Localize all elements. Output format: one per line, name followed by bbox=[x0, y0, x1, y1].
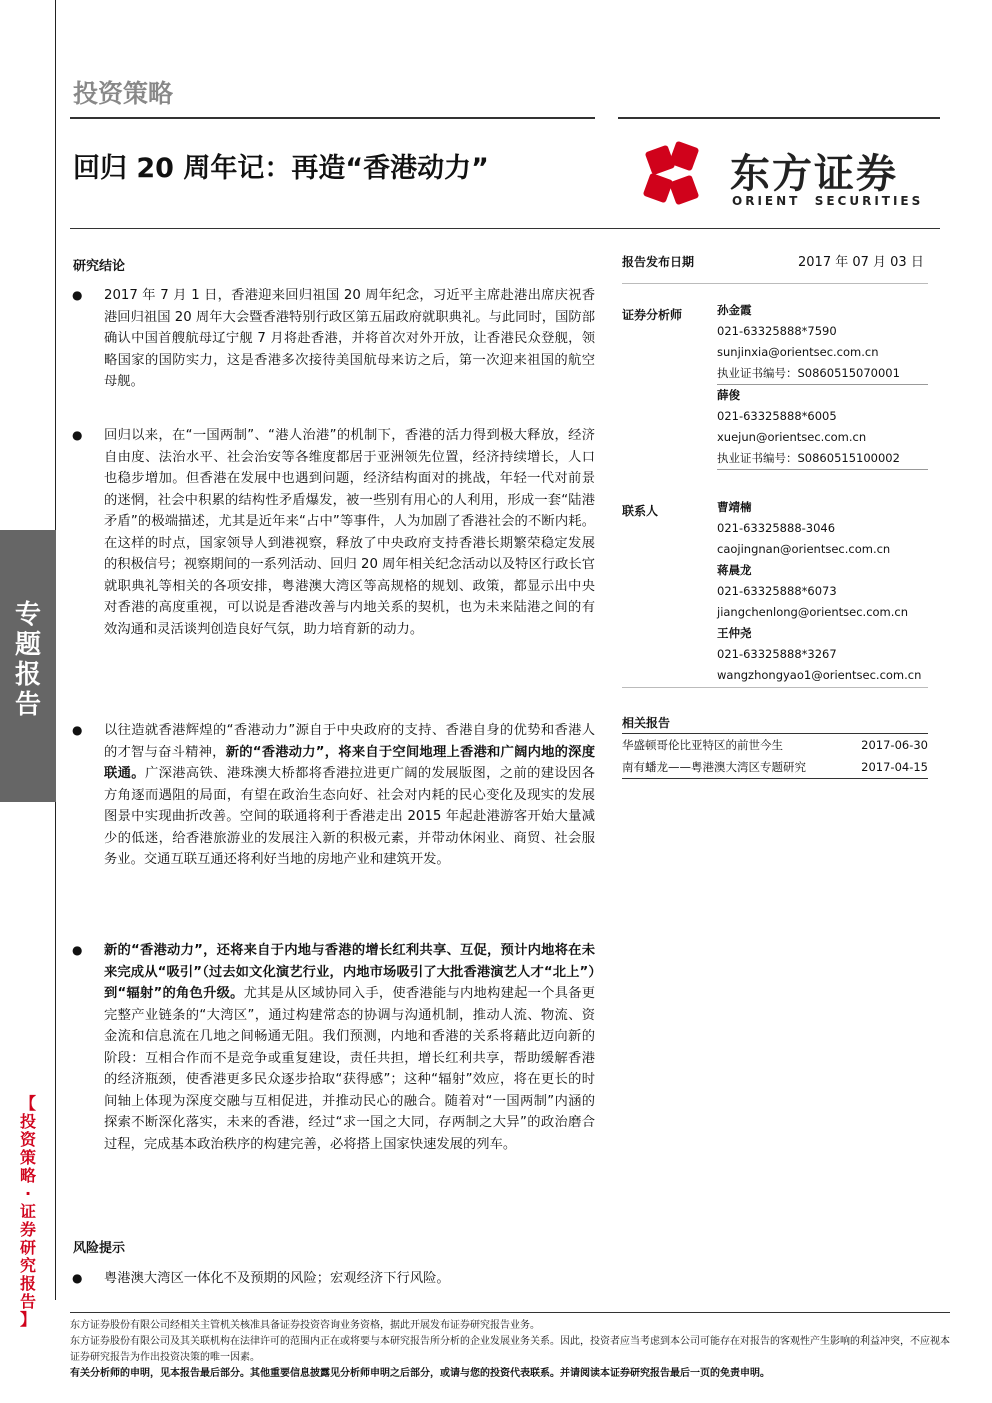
research-heading: 研究结论 bbox=[73, 259, 126, 274]
divider bbox=[622, 687, 928, 688]
text-run: 广深港高铁、港珠澳大桥都将香港拉进更广阔的发展版图，之前的建设因各方角逐而遇阻的局面，有望在政治生态向好、社会对内耗的民心变化及现实的发展图景中实现曲折改善。空间的联通将利于香港走出 2015 年起赴港游客开始大量减少的低迷，给香港旅游业的发展注入新的积极元素，并带动休闲业、商贸、社会服务业。交通互联互通还将利好当地的房地产业和建筑开发。 bbox=[104, 766, 596, 867]
related-rule bbox=[622, 778, 928, 779]
related-report-title[interactable]: 南有蟠龙——粤港澳大湾区专题研究 bbox=[622, 760, 806, 774]
footer-rule bbox=[70, 1312, 950, 1313]
sidebar-vertical-char: 究 bbox=[19, 1256, 36, 1275]
analyst-phone: 021-63325888*7590 bbox=[717, 324, 837, 338]
bullet-paragraph-4 bbox=[70, 940, 595, 1155]
contact-phone: 021-63325888*3267 bbox=[717, 647, 837, 661]
sidebar-label bbox=[0, 600, 56, 720]
footer-line: 东方证券股份有限公司经相关主管机关核准具备证券投资咨询业务资格，据此开展发布证券研究报告业务。 bbox=[70, 1320, 540, 1331]
sidebar-vertical-text bbox=[0, 1095, 56, 1329]
analyst-name: 孙金霞 bbox=[717, 303, 752, 317]
text-run: 以往造就香港辉煌的“香港动力”源自于中央政府的支持、香港自身的优势和香港人的才智与奋斗精神， bbox=[104, 723, 595, 760]
risk-text: 粤港澳大湾区一体化不及预期的风险；宏观经济下行风险。 bbox=[104, 1271, 450, 1286]
contacts-block bbox=[717, 497, 928, 686]
sidebar-label-char: 告 bbox=[14, 690, 41, 720]
analyst-phone: 021-63325888*6005 bbox=[717, 409, 837, 423]
analyst-name: 薛俊 bbox=[717, 388, 740, 402]
page-title: 回归 20 周年记：再造“香港动力” bbox=[73, 153, 489, 184]
company-logo bbox=[638, 140, 928, 210]
contact-name: 王仲尧 bbox=[717, 626, 752, 640]
text-run-bold: 新的“香港动力”，还将来自于内地与香港的增长红利共享、互促，预计内地将在未来完成从“吸引”（过去如文化演艺行业，内地市场吸引了大批香港演艺人才“北上”）到“辐射”的角色升级。 bbox=[104, 943, 595, 1001]
sidebar-vertical-char: 投 bbox=[19, 1112, 36, 1131]
header-rule-left bbox=[70, 117, 595, 119]
bullet-paragraph-3 bbox=[70, 720, 595, 871]
footer-line: 东方证券股份有限公司及其关联机构在法律许可的范围内正在或将要与本研究报告所分析的企业发展业务关系。因此，投资者应当考虑到本公司可能存在对报告的客观性产生影响的利益冲突，不应视本证券研究报告为作出投资决策的唯一因素。 bbox=[70, 1336, 950, 1363]
sidebar-label-char: 专 bbox=[14, 600, 41, 630]
bullet-text bbox=[70, 940, 595, 1155]
sidebar-vertical-char: 】 bbox=[19, 1310, 36, 1329]
risk-paragraph bbox=[70, 1268, 595, 1290]
logo-cn-text: 东方证券 bbox=[730, 151, 898, 197]
related-reports-label: 相关报告 bbox=[622, 716, 671, 730]
sidebar-vertical-char: 资 bbox=[19, 1130, 36, 1149]
bullet-dot-icon: ● bbox=[72, 943, 83, 957]
related-rule bbox=[622, 733, 928, 734]
sidebar-vertical-char: · bbox=[24, 1184, 32, 1203]
bullet-text bbox=[70, 720, 595, 871]
report-category: 投资策略 bbox=[73, 79, 174, 108]
divider bbox=[622, 283, 928, 284]
contact-name: 蒋晨龙 bbox=[717, 563, 752, 577]
report-date-label: 报告发布日期 bbox=[622, 255, 695, 269]
contact-email[interactable]: jiangchenlong@orientsec.com.cn bbox=[717, 605, 909, 619]
contact-name: 曹靖楠 bbox=[717, 500, 752, 514]
related-report-row[interactable] bbox=[622, 757, 928, 778]
analyst-cert: 执业证书编号：S0860515070001 bbox=[717, 363, 928, 385]
sidebar-label-char: 报 bbox=[14, 660, 41, 690]
related-report-row[interactable] bbox=[622, 735, 928, 756]
bullet-text: 2017 年 7 月 1 日，香港迎来回归祖国 20 周年纪念，习近平主席赴港出席庆祝香港回归祖国 20 周年大会暨香港特别行政区第五届政府就职典礼。与此同时，国防部确认中国首艘航母辽宁舰 7 月将赴香港，并将首次对外开放，让香港民众登舰，领略国家的国防实力，这是香港多次接待美国航母来访之后，第一次迎来祖国的航空母舰。 bbox=[104, 288, 595, 389]
report-date: 2017 年 07 月 03 日 bbox=[798, 255, 924, 270]
sidebar-vertical-char: 研 bbox=[19, 1238, 36, 1257]
risk-heading: 风险提示 bbox=[73, 1241, 126, 1256]
footer-line-bold: 有关分析师的申明，见本报告最后部分。其他重要信息披露见分析师申明之后部分，或请与您的投资代表联系。并请阅读本证券研究报告最后一页的免责申明。 bbox=[70, 1368, 770, 1379]
bullet-dot-icon: ● bbox=[72, 1271, 83, 1285]
footer-disclaimer bbox=[70, 1318, 950, 1382]
sidebar-vertical-char: 策 bbox=[19, 1148, 36, 1167]
analyst-email[interactable]: sunjinxia@orientsec.com.cn bbox=[717, 345, 879, 359]
sidebar-vertical-char: 证 bbox=[19, 1202, 36, 1221]
contact-phone: 021-63325888-3046 bbox=[717, 521, 836, 535]
sidebar-label-char: 题 bbox=[14, 630, 41, 660]
bullet-text: 回归以来，在“一国两制”、“港人治港”的机制下，香港的活力得到极大释放，经济自由度、法治水平、社会治安等各维度都居于亚洲领先位置，经济持续增长，人口也稳步增加。但香港在发展中也遇到问题，经济结构面对的挑战，年轻一代对前景的迷惘，社会中积累的结构性矛盾爆发，被一些别有用心的人利用，形成一套“陆港矛盾”的极端描述，尤其是近年来“占中”等事件，人为加剧了香港社会的不断内耗。在这样的时点，国家领导人到港视察，释放了中央政府支持香港长期繁荣稳定发展的积极信号；视察期间的一系列活动、回归 20 周年相关纪念活动以及特区行政长官就职典礼等相关的各项安排，粤港澳大湾区等高规格的规划、政策，都显示出中央对香港的高度重视，可以说是香港改善与内地关系的契机，也为未来陆港之间的有效沟通和灵活谈判创造良好气氛，助力培育新的动力。 bbox=[104, 428, 595, 637]
logo-en-text: ORIENT SECURITIES bbox=[732, 194, 924, 208]
sidebar-vertical-char: 券 bbox=[19, 1220, 36, 1239]
sidebar-vertical-char: 报 bbox=[19, 1274, 36, 1293]
contacts-label: 联系人 bbox=[622, 504, 659, 518]
contact-email[interactable]: caojingnan@orientsec.com.cn bbox=[717, 542, 891, 556]
sidebar-vertical-char: 告 bbox=[19, 1292, 36, 1311]
related-report-title[interactable]: 华盛顿哥伦比亚特区的前世今生 bbox=[622, 738, 783, 752]
related-report-date: 2017-06-30 bbox=[861, 738, 928, 752]
bullet-dot-icon: ● bbox=[72, 288, 83, 302]
bullet-paragraph-1 bbox=[70, 285, 595, 393]
analyst-email[interactable]: xuejun@orientsec.com.cn bbox=[717, 430, 867, 444]
bullet-dot-icon: ● bbox=[72, 428, 83, 442]
bullet-dot-icon: ● bbox=[72, 723, 83, 737]
sidebar-vertical-char: 略 bbox=[19, 1166, 36, 1185]
contact-email[interactable]: wangzhongyao1@orientsec.com.cn bbox=[717, 668, 922, 682]
analysts-block bbox=[717, 300, 928, 470]
related-report-date: 2017-04-15 bbox=[861, 760, 928, 774]
analyst-cert: 执业证书编号：S0860515100002 bbox=[717, 448, 928, 470]
analysts-label: 证券分析师 bbox=[622, 308, 683, 322]
title-rule bbox=[70, 228, 940, 229]
contact-phone: 021-63325888*6073 bbox=[717, 584, 837, 598]
text-run: 尤其是从区域协同入手，使香港能与内地构建起一个具备更完整产业链条的“大湾区”，通过构建常态的协调与沟通机制，推动人流、物流、资金流和信息流在几地之间畅通无阻。我们预测，内地和香港的关系将藉此迈向新的阶段：互相合作而不是竞争或重复建设，责任共担，增长红利共享，帮助缓解香港的经济瓶颈，使香港更多民众逐步拾取“获得感”；这种“辐射”效应，将在更长的时间轴上体现为深度交融与互相促进，并推动民心的融合。随着对“一国两制”内涵的探索不断深化落实，未来的香港，经过“求一国之大同，存两制之大异”的政治磨合过程，完成基本政治秩序的构建完善，必将搭上国家快速发展的列车。 bbox=[104, 986, 596, 1152]
bullet-paragraph-2 bbox=[70, 425, 595, 640]
header-rule-right bbox=[618, 117, 940, 119]
sidebar-vertical-char: 【 bbox=[19, 1094, 36, 1113]
text-run-bold: 新的“香港动力”，将来自于空间地理上香港和广阔内地的深度联通。 bbox=[104, 744, 595, 781]
